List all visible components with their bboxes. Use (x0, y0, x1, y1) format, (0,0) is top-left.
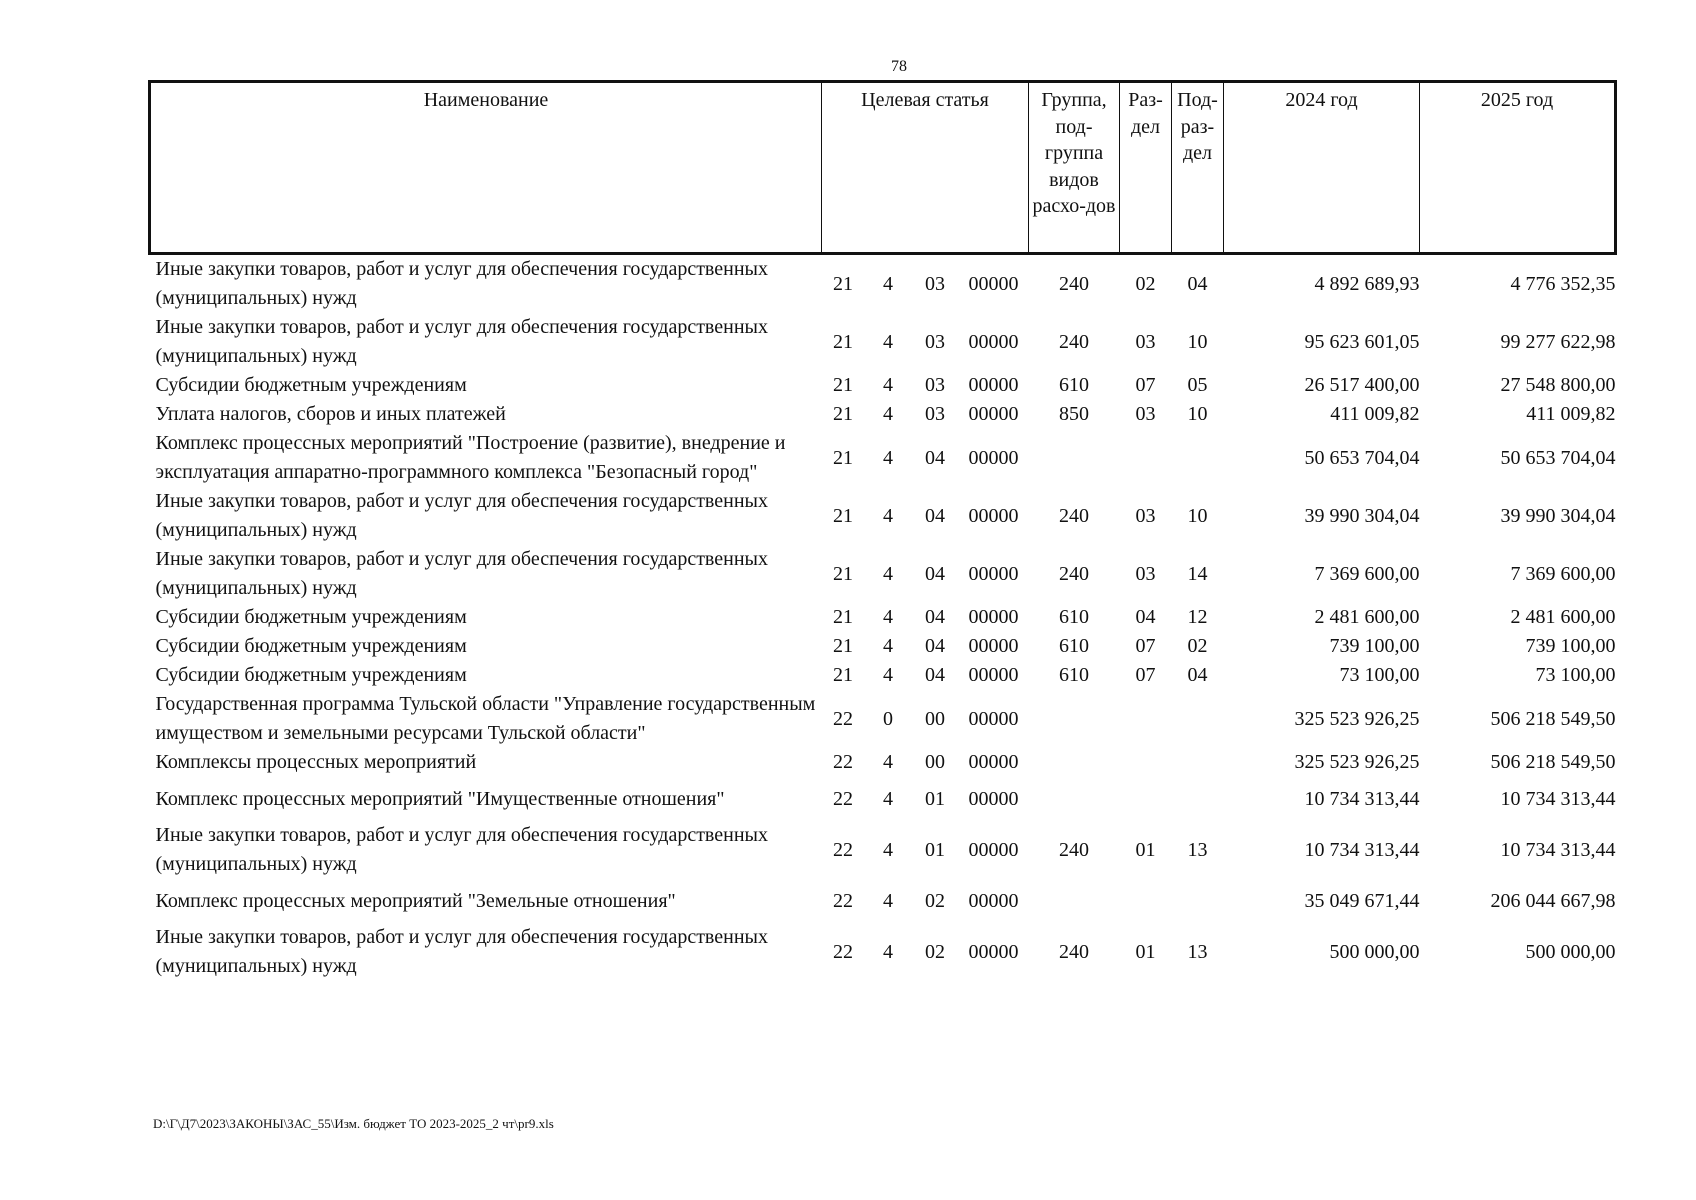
cell-article-part-4: 00000 (968, 635, 1019, 657)
cell-article-part-2: 4 (883, 889, 893, 912)
cell-group (1029, 429, 1120, 487)
table-row (150, 923, 1616, 981)
cell-amount-2025: 506 218 549,50 (1490, 707, 1616, 730)
cell-article-part-1: 22 (833, 838, 853, 861)
cell-article-part-3: 01 (925, 838, 945, 861)
cell-article-part-3: 01 (925, 787, 945, 810)
cell-amount-2024: 500 000,00 (1329, 940, 1420, 963)
cell-article-part-1: 21 (833, 635, 853, 657)
cell-amount-2025: 10 734 313,44 (1500, 787, 1616, 810)
header-podrazdel: Под-раз-дел (1172, 82, 1224, 254)
cell-razdel: 03 (1135, 562, 1156, 585)
cell-group: 850 (1059, 403, 1089, 425)
cell-article-part-4: 00000 (968, 889, 1019, 912)
cell-article-part-1: 22 (833, 889, 853, 912)
cell-article-part-4: 00000 (968, 403, 1019, 425)
cell-amount-2025: 4 776 352,35 (1510, 272, 1616, 295)
cell-razdel: 03 (1135, 330, 1156, 353)
cell-article-part-2: 4 (883, 504, 893, 527)
cell-article-part-3: 00 (925, 707, 945, 730)
cell-amount-2025: 739 100,00 (1525, 635, 1616, 657)
page-number: 78 (891, 58, 907, 75)
cell-name: Иные закупки товаров, работ и услуг для обеспечения государственных (муниципальных) нужд (155, 316, 768, 367)
cell-podrazdel: 04 (1187, 664, 1208, 686)
table-row (150, 748, 1616, 777)
cell-razdel: 01 (1135, 838, 1156, 861)
cell-podrazdel: 13 (1187, 838, 1208, 861)
table-row (150, 603, 1616, 632)
cell-group: 240 (1059, 330, 1089, 353)
cell-article-part-3: 03 (925, 374, 945, 396)
cell-article-part-1: 21 (833, 330, 853, 353)
table-row (150, 690, 1616, 748)
cell-name: Иные закупки товаров, работ и услуг для обеспечения государственных (муниципальных) нужд (155, 824, 768, 875)
cell-razdel: 03 (1135, 403, 1156, 425)
cell-article-part-3: 04 (925, 562, 945, 585)
table-row (150, 632, 1616, 661)
cell-amount-2025: 10 734 313,44 (1500, 838, 1616, 861)
header-target-article: Целевая статья (822, 82, 1029, 254)
cell-amount-2025: 27 548 800,00 (1500, 374, 1616, 396)
cell-article-part-4: 00000 (968, 330, 1019, 353)
cell-article-part-3: 04 (925, 606, 945, 628)
cell-article-part-1: 21 (833, 272, 853, 295)
cell-article-part-3: 00 (925, 751, 945, 773)
budget-table (148, 80, 1617, 981)
cell-name: Уплата налогов, сборов и иных платежей (155, 403, 506, 425)
cell-article-part-1: 21 (833, 504, 853, 527)
cell-article-part-2: 4 (883, 272, 893, 295)
cell-amount-2024: 739 100,00 (1329, 635, 1420, 657)
cell-razdel: 07 (1135, 664, 1156, 686)
cell-article-part-1: 22 (833, 707, 853, 730)
table-row (150, 371, 1616, 400)
cell-article-part-3: 03 (925, 330, 945, 353)
header-year-2024: 2024 год (1224, 82, 1420, 254)
cell-amount-2024: 73 100,00 (1339, 664, 1420, 686)
table-row (150, 661, 1616, 690)
cell-name: Иные закупки товаров, работ и услуг для обеспечения государственных (муниципальных) нужд (155, 490, 768, 541)
cell-amount-2024: 39 990 304,04 (1304, 504, 1420, 527)
cell-article-part-4: 00000 (968, 787, 1019, 810)
cell-name: Комплекс процессных мероприятий "Земельные отношения" (155, 889, 676, 912)
cell-article-part-2: 4 (883, 562, 893, 585)
cell-amount-2024: 35 049 671,44 (1304, 889, 1420, 912)
cell-podrazdel: 14 (1187, 562, 1208, 585)
cell-podrazdel: 12 (1187, 606, 1208, 628)
cell-amount-2024: 2 481 600,00 (1314, 606, 1420, 628)
cell-article-part-3: 03 (925, 403, 945, 425)
cell-amount-2025: 2 481 600,00 (1510, 606, 1616, 628)
cell-article-part-1: 21 (833, 606, 853, 628)
cell-name: Субсидии бюджетным учреждениям (155, 635, 467, 657)
cell-article-part-4: 00000 (968, 838, 1019, 861)
cell-amount-2024: 411 009,82 (1330, 403, 1420, 425)
header-razdel: Раз-дел (1120, 82, 1172, 254)
cell-name: Комплекс процессных мероприятий "Построение (развитие), внедрение и эксплуатация аппаратно-программного комплекса "Безопасный город" (155, 432, 786, 483)
cell-amount-2024: 7 369 600,00 (1314, 562, 1420, 585)
cell-razdel: 01 (1135, 940, 1156, 963)
cell-group: 610 (1059, 664, 1089, 686)
cell-article-part-4: 00000 (968, 504, 1019, 527)
cell-article-part-2: 4 (883, 787, 893, 810)
cell-amount-2024: 26 517 400,00 (1304, 374, 1420, 396)
cell-article-part-4: 00000 (968, 940, 1019, 963)
cell-razdel: 07 (1135, 374, 1156, 396)
cell-article-part-2: 4 (883, 446, 893, 469)
table-row (150, 429, 1616, 487)
cell-podrazdel: 10 (1187, 330, 1208, 353)
cell-name: Субсидии бюджетным учреждениям (155, 606, 467, 628)
cell-article-part-4: 00000 (968, 562, 1019, 585)
cell-article-part-1: 21 (833, 403, 853, 425)
cell-article-part-1: 21 (833, 446, 853, 469)
table-row (150, 313, 1616, 371)
cell-podrazdel (1172, 748, 1224, 777)
cell-podrazdel: 04 (1187, 272, 1208, 295)
cell-group (1029, 748, 1120, 777)
table-row (150, 879, 1616, 923)
cell-amount-2025: 206 044 667,98 (1490, 889, 1616, 912)
cell-article-part-1: 21 (833, 664, 853, 686)
cell-article-part-3: 02 (925, 940, 945, 963)
cell-amount-2025: 50 653 704,04 (1500, 446, 1616, 469)
cell-article-part-2: 4 (883, 403, 893, 425)
header-year-2025: 2025 год (1420, 82, 1616, 254)
cell-amount-2024: 10 734 313,44 (1304, 787, 1420, 810)
cell-group (1029, 879, 1120, 923)
cell-podrazdel: 02 (1187, 635, 1208, 657)
cell-article-part-3: 03 (925, 272, 945, 295)
cell-article-part-3: 04 (925, 664, 945, 686)
cell-article-part-2: 4 (883, 374, 893, 396)
cell-amount-2024: 95 623 601,05 (1304, 330, 1420, 353)
cell-amount-2025: 73 100,00 (1535, 664, 1616, 686)
cell-podrazdel (1172, 690, 1224, 748)
cell-article-part-2: 4 (883, 751, 893, 773)
cell-razdel (1120, 879, 1172, 923)
cell-amount-2024: 10 734 313,44 (1304, 838, 1420, 861)
cell-podrazdel: 05 (1187, 374, 1208, 396)
cell-article-part-1: 22 (833, 751, 853, 773)
cell-article-part-1: 21 (833, 374, 853, 396)
cell-article-part-2: 4 (883, 330, 893, 353)
table-header-row (150, 82, 1616, 254)
cell-article-part-4: 00000 (968, 664, 1019, 686)
cell-article-part-2: 4 (883, 635, 893, 657)
cell-article-part-1: 22 (833, 787, 853, 810)
cell-amount-2025: 39 990 304,04 (1500, 504, 1616, 527)
cell-razdel (1120, 748, 1172, 777)
cell-group: 240 (1059, 272, 1089, 295)
cell-group: 240 (1059, 940, 1089, 963)
cell-razdel (1120, 429, 1172, 487)
cell-razdel: 07 (1135, 635, 1156, 657)
cell-amount-2024: 325 523 926,25 (1294, 707, 1420, 730)
cell-podrazdel (1172, 429, 1224, 487)
table-row (150, 545, 1616, 603)
cell-article-part-3: 02 (925, 889, 945, 912)
cell-article-part-2: 4 (883, 606, 893, 628)
table-row (150, 487, 1616, 545)
cell-amount-2025: 411 009,82 (1526, 403, 1616, 425)
cell-name: Государственная программа Тульской области "Управление государственным имуществом и земельными ресурсами Тульской области" (155, 693, 816, 744)
cell-razdel: 04 (1135, 606, 1156, 628)
header-name: Наименование (150, 82, 822, 254)
cell-article-part-3: 04 (925, 446, 945, 469)
table-body (150, 254, 1616, 982)
cell-article-part-1: 21 (833, 562, 853, 585)
cell-article-part-4: 00000 (968, 707, 1019, 730)
cell-article-part-3: 04 (925, 635, 945, 657)
cell-podrazdel: 13 (1187, 940, 1208, 963)
cell-name: Комплексы процессных мероприятий (155, 751, 477, 773)
cell-group (1029, 777, 1120, 821)
cell-amount-2025: 7 369 600,00 (1510, 562, 1616, 585)
cell-article-part-4: 00000 (968, 751, 1019, 773)
cell-podrazdel: 10 (1187, 504, 1208, 527)
cell-name: Иные закупки товаров, работ и услуг для обеспечения государственных (муниципальных) нужд (155, 258, 768, 309)
cell-razdel: 02 (1135, 272, 1156, 295)
cell-name: Комплекс процессных мероприятий "Имущественные отношения" (155, 787, 725, 810)
cell-article-part-2: 4 (883, 940, 893, 963)
cell-name: Иные закупки товаров, работ и услуг для обеспечения государственных (муниципальных) нужд (155, 548, 768, 599)
table-row (150, 821, 1616, 879)
cell-name: Субсидии бюджетным учреждениям (155, 374, 467, 396)
cell-article-part-2: 4 (883, 664, 893, 686)
cell-amount-2025: 99 277 622,98 (1500, 330, 1616, 353)
cell-article-part-4: 00000 (968, 374, 1019, 396)
header-group: Группа, под-группа видов расхо-дов (1029, 82, 1120, 254)
table-row (150, 254, 1616, 314)
cell-article-part-2: 4 (883, 838, 893, 861)
cell-razdel: 03 (1135, 504, 1156, 527)
cell-group: 240 (1059, 562, 1089, 585)
cell-amount-2024: 50 653 704,04 (1304, 446, 1420, 469)
cell-article-part-3: 04 (925, 504, 945, 527)
cell-group: 610 (1059, 635, 1089, 657)
cell-razdel (1120, 690, 1172, 748)
cell-group: 610 (1059, 374, 1089, 396)
cell-group: 610 (1059, 606, 1089, 628)
cell-name: Субсидии бюджетным учреждениям (155, 664, 467, 686)
cell-group: 240 (1059, 504, 1089, 527)
cell-podrazdel (1172, 879, 1224, 923)
cell-amount-2025: 500 000,00 (1525, 940, 1616, 963)
cell-name: Иные закупки товаров, работ и услуг для обеспечения государственных (муниципальных) нужд (155, 926, 768, 977)
cell-amount-2025: 506 218 549,50 (1490, 751, 1616, 773)
cell-article-part-4: 00000 (968, 606, 1019, 628)
cell-article-part-4: 00000 (968, 446, 1019, 469)
cell-amount-2024: 325 523 926,25 (1294, 751, 1420, 773)
cell-article-part-4: 00000 (968, 272, 1019, 295)
cell-podrazdel: 10 (1187, 403, 1208, 425)
cell-amount-2024: 4 892 689,93 (1314, 272, 1420, 295)
table-row (150, 777, 1616, 821)
cell-group: 240 (1059, 838, 1089, 861)
table-row (150, 400, 1616, 429)
cell-razdel (1120, 777, 1172, 821)
cell-article-part-2: 0 (883, 707, 893, 730)
footer-file-path: D:\Г\Д7\2023\ЗАКОНЫ\ЗАС_55\Изм. бюджет ТО 2023-2025_2 чт\pr9.xls (153, 1116, 554, 1131)
cell-podrazdel (1172, 777, 1224, 821)
cell-article-part-1: 22 (833, 940, 853, 963)
cell-group (1029, 690, 1120, 748)
